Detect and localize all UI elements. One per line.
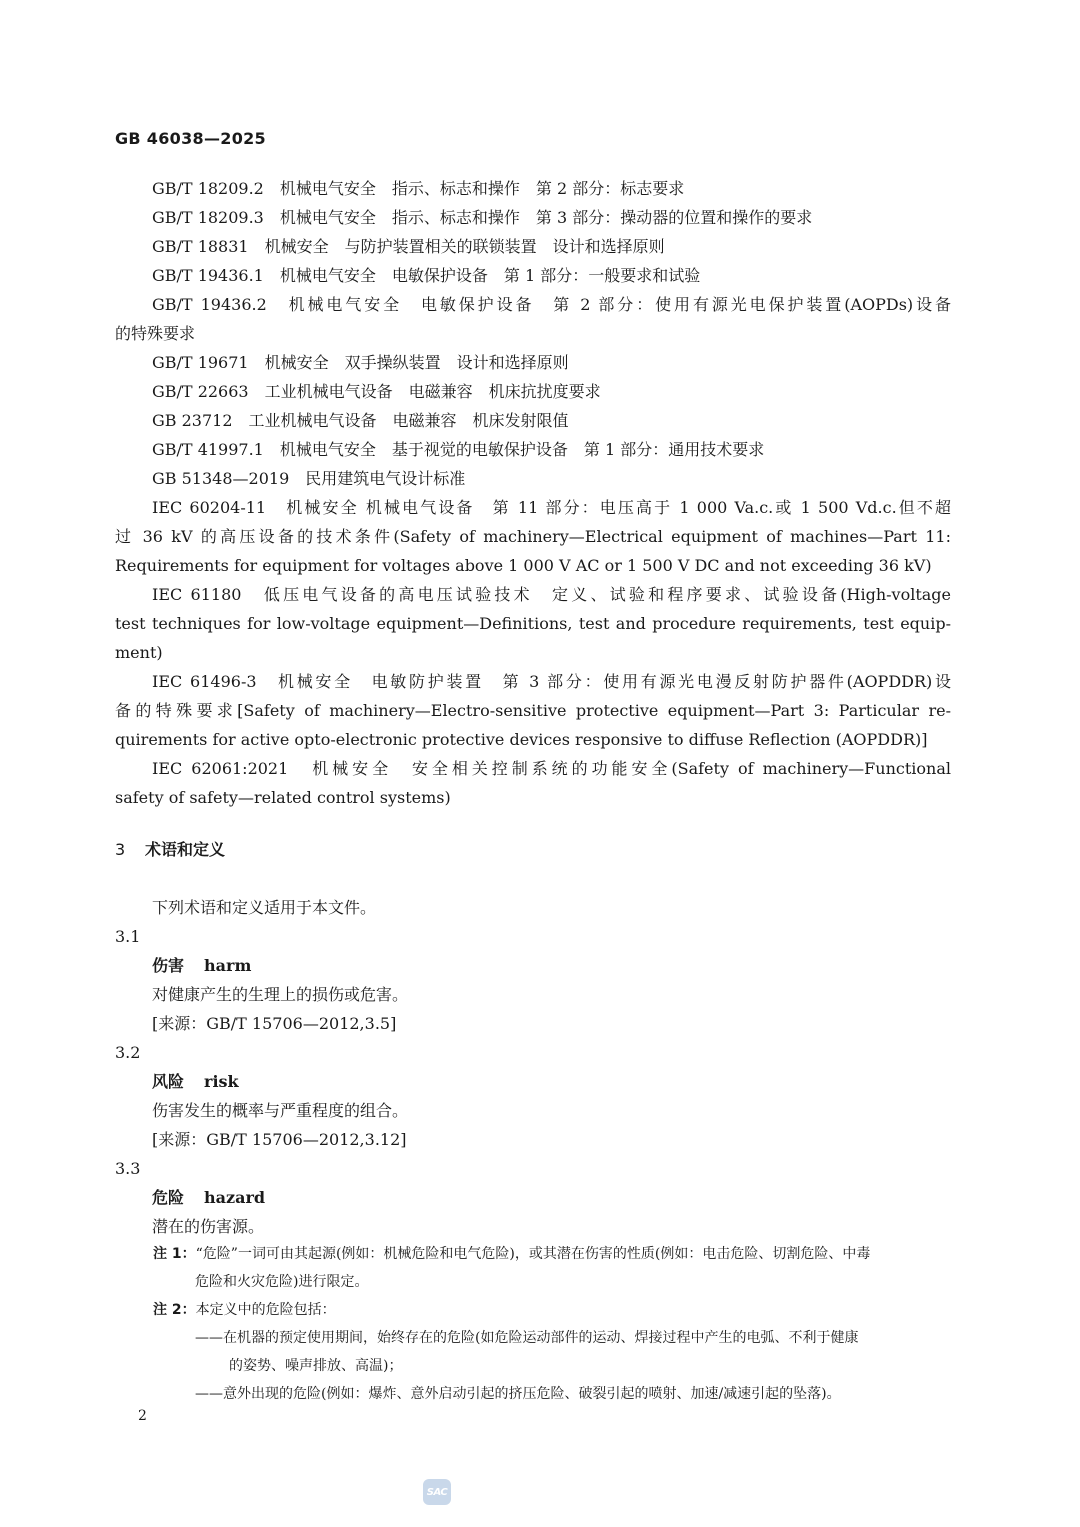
reference-item [115,377,951,406]
term-heading [115,1067,951,1096]
reference-item [115,290,951,348]
reference-line: test techniques for low-voltage equipment—Definitions, test and procedure requirements, test equip- [115,614,951,633]
terms-list [115,893,951,1241]
term-number: 3.1 [115,927,141,946]
term-notes [153,1240,951,1408]
reference-line: GB/T 19436.1 机械电气安全 电敏保护设备 第 1 部分：一般要求和试验 [152,266,701,285]
reference-item [115,667,951,754]
reference-line: IEC 61180 低压电气设备的高电压试验技术 定义、试验和程序要求、试验设备(High-voltage [152,585,951,604]
reference-line: 备的特殊要求[Safety of machinery—Electro-sensitive protective equipment—Part 3: Particular re- [115,701,951,720]
reference-line: GB/T 18209.3 机械电气安全 指示、标志和操作 第 3 部分：操动器的位置和操作的要求 [152,208,813,227]
sac-logo-watermark: SAC [423,1479,451,1505]
reference-line: safety of safety—related control systems) [115,788,451,807]
reference-line: Requirements for equipment for voltages above 1 000 V AC or 1 500 V DC and not exceeding 36 kV) [115,556,932,575]
note-text: 的姿势、噪声排放、高温)； [229,1358,403,1374]
note-2 [153,1296,951,1324]
reference-line: 的特殊要求 [115,324,196,343]
reference-item [115,754,951,812]
note-label: 注 2： [153,1302,196,1318]
term-heading [115,1183,951,1212]
term-definition: 潜在的伤害源。 [152,1217,265,1236]
section-intro: 下列术语和定义适用于本文件。 [152,898,377,917]
reference-item [115,348,951,377]
note-dash-item: ——在机器的预定使用期间，始终存在的危险(如危险运动部件的运动、焊接过程中产生的电弧、不利于健康 [195,1330,859,1346]
reference-item [115,464,951,493]
section-number: 3 [115,840,126,859]
reference-item [115,493,951,580]
note-1 [153,1240,951,1268]
document-code: GB 46038—2025 [115,129,266,148]
term-definition: 伤害发生的概率与严重程度的组合。 [152,1101,409,1120]
term-source: [来源：GB/T 15706—2012,3.12] [152,1130,407,1149]
term-en: risk [204,1072,239,1091]
reference-line: GB 23712 工业机械电气设备 电磁兼容 机床发射限值 [152,411,569,430]
term-source: [来源：GB/T 15706—2012,3.5] [152,1014,397,1033]
reference-line: GB 51348—2019 民用建筑电气设计标准 [152,469,466,488]
reference-line: GB/T 18209.2 机械电气安全 指示、标志和操作 第 2 部分：标志要求 [152,179,685,198]
term-definition: 对健康产生的生理上的损伤或危害。 [152,985,409,1004]
reference-line: GB/T 41997.1 机械电气安全 基于视觉的电敏保护设备 第 1 部分：通用技术要求 [152,440,765,459]
reference-item [115,232,951,261]
term-number: 3.2 [115,1043,141,1062]
normative-references-list [115,174,951,812]
reference-line: GB/T 18831 机械安全 与防护装置相关的联锁装置 设计和选择原则 [152,237,665,256]
reference-line: GB/T 19436.2 机械电气安全 电敏保护设备 第 2 部分：使用有源光电保护装置(AOPDs)设备 [152,295,951,314]
section-title: 术语和定义 [145,840,226,859]
reference-line: IEC 61496-3 机械安全 电敏防护装置 第 3 部分：使用有源光电漫反射防护器件(AOPDDR)设 [152,672,951,691]
reference-line: GB/T 22663 工业机械电气设备 电磁兼容 机床抗扰度要求 [152,382,601,401]
reference-line: quirements for active opto-electronic protective devices responsive to diffuse Reflection (AOPDDR)] [115,730,928,749]
reference-line: IEC 62061:2021 机械安全 安全相关控制系统的功能安全(Safety of machinery—Functional [152,759,951,778]
reference-item [115,435,951,464]
reference-item [115,580,951,667]
reference-line: IEC 60204-11 机械安全 机械电气设备 第 11 部分：电压高于 1 000 Va.c.或 1 500 Vd.c.但不超 [152,498,951,517]
term-number: 3.3 [115,1159,141,1178]
note-text: 本定义中的危险包括： [195,1302,336,1318]
reference-line: 过 36 kV 的高压设备的技术条件(Safety of machinery—Electrical equipment of machines—Part 11: [115,527,951,546]
note-text: “危险”一词可由其起源(例如：机械危险和电气危险)，或其潜在伤害的性质(例如：电击危险、切割危险、中毒 [195,1246,871,1262]
note-dash-item: ——意外出现的危险(例如：爆炸、意外启动引起的挤压危险、破裂引起的喷射、加速/减速引起的坠落)。 [195,1386,841,1402]
note-text: 危险和火灾危险)进行限定。 [195,1274,369,1290]
reference-item [115,261,951,290]
term-en: hazard [204,1188,266,1207]
section-heading [115,837,225,860]
term-zh: 伤害 [152,956,185,975]
reference-line: ment) [115,643,163,662]
reference-item [115,203,951,232]
reference-item [115,406,951,435]
term-en: harm [204,956,252,975]
reference-line: GB/T 19671 机械安全 双手操纵装置 设计和选择原则 [152,353,569,372]
note-label: 注 1： [153,1246,196,1262]
page-number: 2 [138,1408,147,1424]
term-zh: 风险 [152,1072,185,1091]
reference-item [115,174,951,203]
term-zh: 危险 [152,1188,185,1207]
term-heading [115,951,951,980]
